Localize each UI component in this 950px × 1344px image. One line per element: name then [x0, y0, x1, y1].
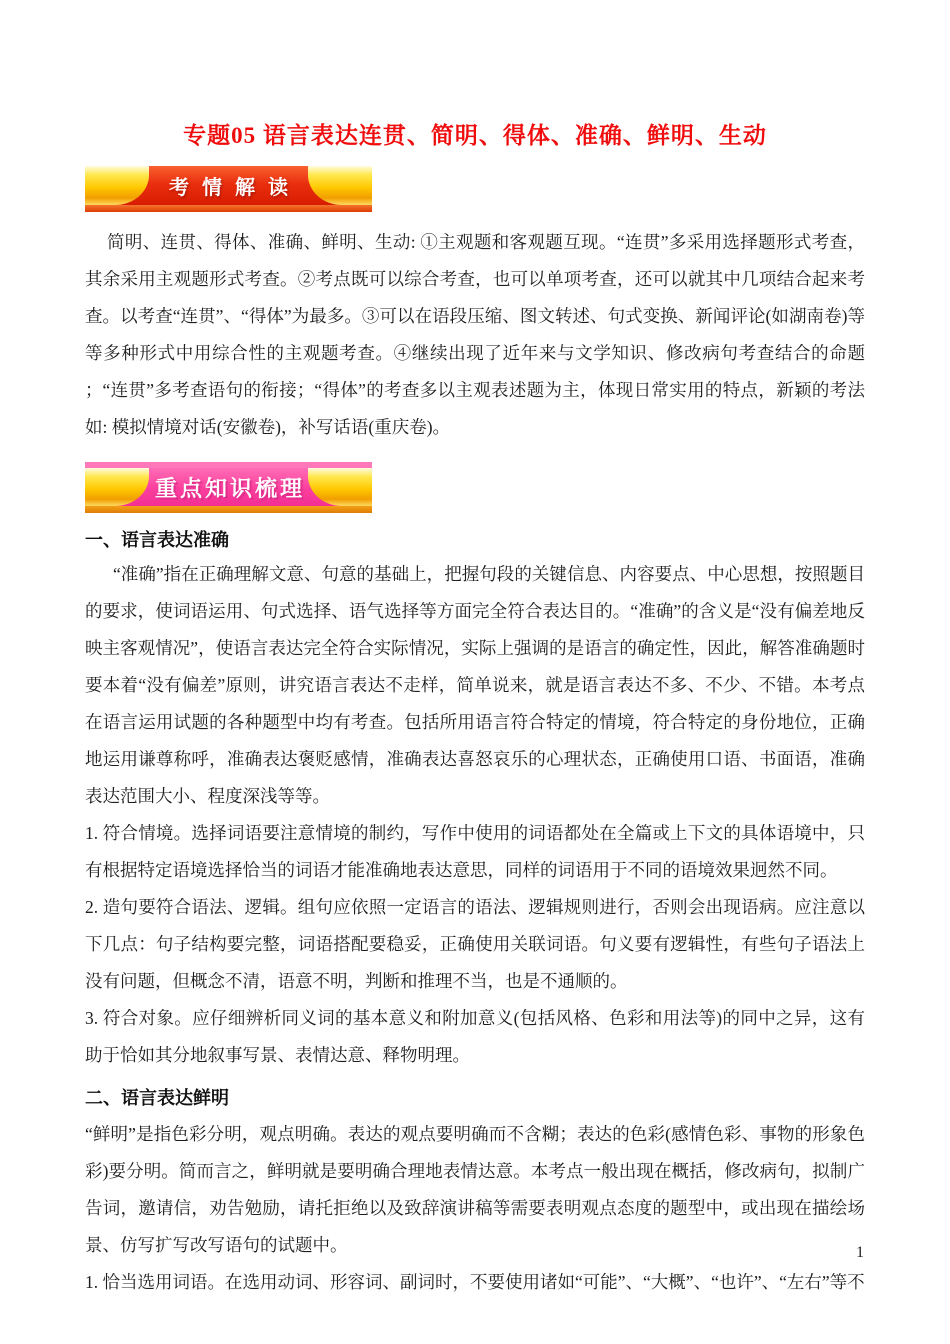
banner-exam-analysis [85, 166, 372, 212]
section-heading-vividness: 二、语言表达鲜明 [85, 1088, 229, 1108]
banner-ribbon [85, 468, 372, 506]
banner-key-knowledge-label: 重点知识梳理 [154, 475, 305, 501]
section-paragraph: “鲜明”是指色彩分明，观点明确。表达的观点要明确而不含糊；表达的色彩(感情色彩、事物的形象色彩)要分明。简而言之，鲜明就是要明确合理地表情达意。本考点一般出现在概括，修改病句，拟制广告词，邀请信，劝告勉励，请托拒绝以及致辞演讲稿等需要表明观点态度的题型中，或出现在描绘场景、仿写扩写改写语句的试题中。 [85, 1124, 865, 1255]
page-number: 1 [856, 1244, 864, 1261]
list-item: 1. 恰当选用词语。在选用动词、形容词、副词时，不要使用诸如“可能”、“大概”、“也许”、“左右”等不 [85, 1272, 865, 1292]
page-title: 专题05 语言表达连贯、简明、得体、准确、鲜明、生动 [183, 123, 767, 148]
banner-exam-analysis-label: 考情解读 [169, 177, 301, 199]
banner-key-knowledge [85, 462, 372, 513]
section-paragraph: “准确”指在正确理解文意、句意的基础上，把握句段的关键信息、内容要点、中心思想，按照题目的要求，使词语运用、句式选择、语气选择等方面完全符合表达目的。“准确”的含义是“没有偏差地反映主客观情况”，使语言表达完全符合实际情况，实际上强调的是语言的确定性，因此，解答准确题时要本着“没有偏差”原则，讲究语言表达不走样，简单说来，就是语言表达不多、不少、不错。本考点在语言运用试题的各种题型中均有考查。包括所用语言符合特定的情境，符合特定的身份地位，正确地运用谦尊称呼，准确表达褒贬感情，准确表达喜怒哀乐的心理状态，正确使用口语、书面语，准确表达范围大小、程度深浅等等。 [85, 564, 865, 806]
list-item: 2. 造句要符合语法、逻辑。组句应依照一定语言的语法、逻辑规则进行，否则会出现语病。应注意以下几点：句子结构要完整，词语搭配要稳妥，正确使用关联词语。句义要有逻辑性，有些句子语法上没有问题，但概念不清，语意不明，判断和推理不当，也是不通顺的。 [85, 897, 865, 991]
list-item: 1. 符合情境。选择词语要注意情境的制约，写作中使用的词语都处在全篇或上下文的具体语境中，只有根据特定语境选择恰当的词语才能准确地表达意思，同样的词语用于不同的语境效果迥然不同。 [85, 823, 865, 880]
banner-ribbon [85, 166, 372, 205]
section-heading-accuracy: 一、语言表达准确 [85, 530, 229, 550]
list-item: 3. 符合对象。应仔细辨析同义词的基本意义和附加意义(包括风格、色彩和用法等)的同中之异，这有助于恰如其分地叙事写景、表情达意、释物明理。 [85, 1008, 865, 1065]
intro-paragraph: 简明、连贯、得体、准确、鲜明、生动: ①主观题和客观题互现。“连贯”多采用选择题形式考查，其余采用主观题形式考查。②考点既可以综合考查，也可以单项考查，还可以就其中几项结合起来考查。以考查“连贯”、“得体”为最多。③可以在语段压缩、图文转述、句式变换、新闻评论(如湖南卷)等等多种形式中用综合性的主观题考查。④继续出现了近年来与文学知识、修改病句考查结合的命题 ；“连贯”多考查语句的衔接；“得体”的考查多以主观表述题为主，体现日常实用的特点，新颖的考法如: 模拟情境对话(安徽卷)，补写话语(重庆卷)。 [85, 232, 865, 437]
banner-bottom-strip [85, 506, 372, 513]
banner-bottom-strip [85, 205, 372, 212]
